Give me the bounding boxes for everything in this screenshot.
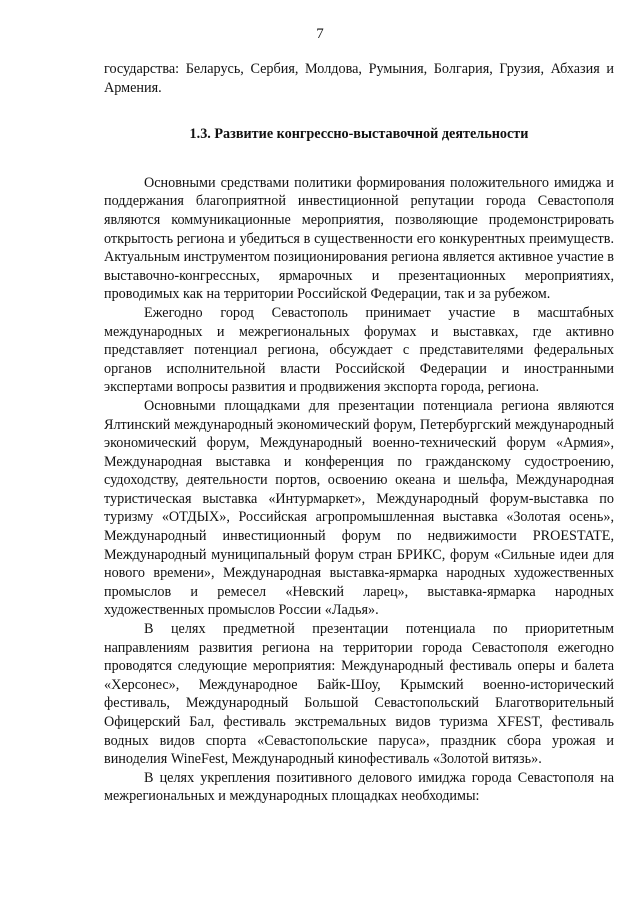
intro-paragraph: государства: Беларусь, Сербия, Молдова, Румыния, Болгария, Грузия, Абхазия и Армения. [104,61,614,96]
paragraph: В целях предметной презентации потенциала по приоритетным направлениям развития региона на территории города Севастополя ежегодно проводятся следующие мероприятия: Международный фестиваль оперы и балета «Херсонес», Международное Байк-Шоу, Крымский военно-исторический фестиваль, Международный Большой Севастопольский Благотворительный Офицерский Бал, фестиваль экстремальных видов туризма XFEST, фестиваль водных видов спорта «Севастопольские паруса», праздник сбора урожая и виноделия WineFest, Международный кинофестиваль «Золотой витязь». [104,621,614,768]
page-number: 7 [316,26,324,42]
document-body [104,60,614,806]
paragraph: Основными средствами политики формирования положительного имиджа и поддержания благоприятной инвестиционной репутации города Севастополя являются коммуникационные мероприятия, позволяющие продемонстрировать открытость региона и убедиться в существенности его конкурентных преимуществ. Актуальным инструментом позиционирования региона является активное участие в выставочно-конгрессных, ярмарочных и презентационных мероприятиях, проводимых как на территории Российской Федерации, так и за рубежом. [104,174,614,303]
section-heading: 1.3. Развитие конгрессно-выставочной деятельности [189,126,529,143]
paragraph: Основными площадками для презентации потенциала региона являются Ялтинский международный экономический форум, Петербургский международный экономический форум, Международный военно-технический форум «Армия», Международная выставка и конференция по гражданскому судостроению, судоходству, деятельности портов, освоению океана и шельфа, Международная туристическая выставка «Интурмаркет», Международный форум-выставка по туризму «ОТДЫХ», Российская агропромышленная выставка «Золотая осень», Международный инвестиционный форум по недвижимости PROESTATE, Международный муниципальный форум стран БРИКС, форум «Сильные идеи для нового времени», Международная выставка-ярмарка народных художественных промыслов и ремесел «Невский ларец», выставка-ярмарка народных художественных промыслов России «Ладья». [104,397,614,619]
paragraph: В целях укрепления позитивного делового имиджа города Севастополя на межрегиональных и международных площадках необходимы: [104,769,614,805]
paragraph: Ежегодно город Севастополь принимает участие в масштабных международных и межрегиональных форумах и выставках, где активно представляет потенциал региона, обсуждает с представителями федеральных органов исполнительной власти Российской Федерации и иностранными экспертами вопросы развития и продвижения экспорта города, региона. [104,304,614,396]
